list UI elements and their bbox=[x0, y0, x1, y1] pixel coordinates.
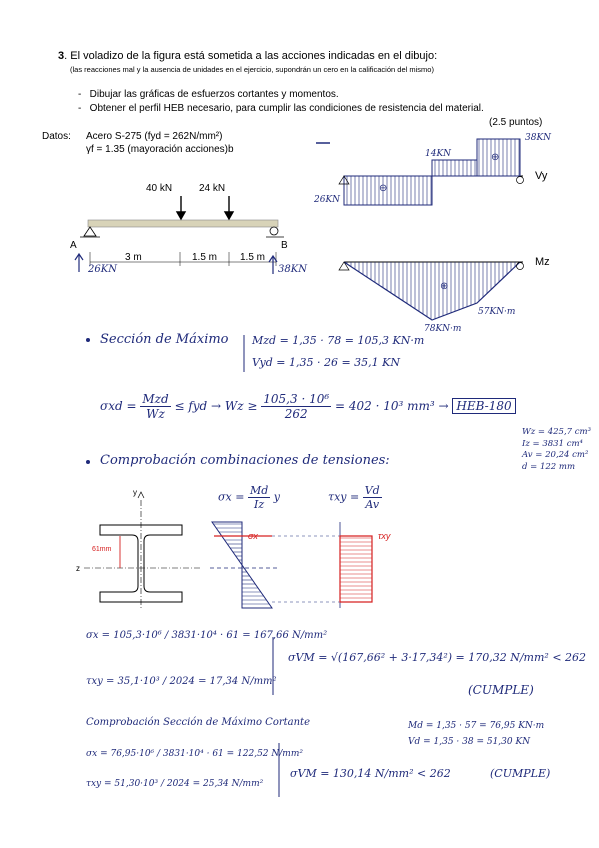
dimension-61: 61mm bbox=[92, 546, 112, 553]
roller-support-b bbox=[270, 227, 278, 235]
load-label-24: 24 kN bbox=[199, 183, 226, 194]
shear-value-right: 38KN bbox=[525, 133, 552, 143]
check2-tau: τxy = 51,30·10³ / 2024 = 25,34 N/mm² bbox=[86, 779, 264, 789]
support-label-a: A bbox=[70, 240, 77, 251]
grading-note: (las reacciones mal y la ausencia de unidades en el ejercicio, supondrán un cero en la calificación del mismo) bbox=[70, 65, 434, 74]
check2-moment: Md = 1,35 · 57 = 76,95 KN·m bbox=[408, 721, 545, 731]
check1-verdict: (CUMPLE) bbox=[468, 683, 534, 697]
load-arrow-40 bbox=[177, 196, 185, 219]
pin-support-a bbox=[84, 227, 96, 236]
moment-second-value: 57KN·m bbox=[478, 307, 516, 317]
datos-label: Datos: bbox=[42, 131, 71, 142]
reaction-label-a: 26KN bbox=[88, 264, 117, 275]
check1-von-mises: σVM = √(167,66² + 3·17,34²) = 170,32 N/mm² < 262 bbox=[288, 651, 587, 664]
sigma-tag: σx bbox=[248, 531, 258, 541]
moment-sign: ⊕ bbox=[440, 281, 449, 292]
check2-verdict: (CUMPLE) bbox=[490, 767, 551, 780]
tau-tag: τxy bbox=[378, 531, 391, 541]
shear-axis-label: Vy bbox=[535, 170, 548, 182]
design-shear: Vyd = 1,35 · 26 = 35,1 KN bbox=[252, 356, 400, 369]
check1-tau: τxy = 35,1·10³ / 2024 = 17,34 N/mm² bbox=[86, 676, 277, 687]
design-equation: σxd = $\frac{\text{Mzd}}{Wz}$ ≤ fyd → Wz ≥ $\frac{\text{105,3 · 10⁶}}{262}$ = 402 · 10³ mm³ → HEB-180 bbox=[100, 392, 516, 421]
task-2: - Obtener el perfil HEB necesario, para cumplir las condiciones de resistencia del material. bbox=[78, 103, 484, 114]
problem-number: 3 bbox=[58, 50, 65, 62]
span-label-3: 1.5 m bbox=[240, 252, 266, 263]
check2-title: Comprobación Sección de Máximo Cortante bbox=[86, 717, 310, 728]
task-1: - Dibujar las gráficas de esfuerzos cortantes y momentos. bbox=[78, 89, 339, 100]
load-label-40: 40 kN bbox=[146, 183, 173, 194]
points: (2.5 puntos) bbox=[489, 117, 543, 128]
check2-shear: Vd = 1,35 · 38 = 51,30 KN bbox=[408, 737, 531, 747]
reaction-label-b: 38KN bbox=[278, 264, 307, 275]
check2-sigma: σx = 76,95·10⁶ / 3831·10⁴ · 61 = 122,52 N/mm² bbox=[86, 749, 303, 759]
moment-axis-label: Mz bbox=[535, 256, 550, 268]
bullet-2 bbox=[86, 460, 90, 464]
problem-statement: 3. El voladizo de la figura está sometida a las acciones indicadas en el dibujo: bbox=[58, 50, 438, 62]
reaction-arrow-a bbox=[75, 254, 83, 272]
shear-sign-positive: ⊕ bbox=[491, 152, 500, 163]
statement-text: El voladizo de la figura está sometida a las acciones indicadas en el dibujo: bbox=[70, 50, 438, 62]
load-arrow-24 bbox=[225, 196, 233, 219]
moment-max-value: 78KN·m bbox=[424, 324, 462, 334]
shear-sign-negative: ⊖ bbox=[379, 183, 388, 194]
sigma-diagram bbox=[212, 522, 272, 608]
datos-line2: γf = 1.35 (mayoración acciones)b bbox=[86, 144, 234, 155]
shear-value-left: 26KN bbox=[314, 195, 341, 205]
span-label-2: 1.5 m bbox=[192, 252, 218, 263]
combination-title: Comprobación combinaciones de tensiones: bbox=[100, 453, 390, 468]
section-z-axis: z bbox=[76, 564, 80, 573]
support-label-b: B bbox=[281, 240, 288, 251]
datos-line1: Acero S-275 (fyd = 262N/mm²) bbox=[86, 131, 223, 142]
tau-formula: τxy = $\frac{Vd}{Av}$ bbox=[328, 484, 380, 511]
span-label-1: 3 m bbox=[125, 252, 142, 263]
shear-value-mid: 14KN bbox=[425, 149, 452, 159]
section-y-axis: y bbox=[133, 488, 137, 497]
beam bbox=[88, 220, 278, 227]
profile-properties: Wz = 425,7 cm³ Iz = 3831 cm⁴ Av = 20,24 cm² d = 122 mm bbox=[522, 427, 592, 472]
profile-result: HEB-180 bbox=[452, 398, 515, 414]
check1-sigma: σx = 105,3·10⁶ / 3831·10⁴ · 61 = 167,66 N/mm² bbox=[86, 630, 328, 641]
sigma-formula: σx = $\frac{Md}{Iz}$ y bbox=[218, 484, 280, 511]
section-max-title: Sección de Máximo bbox=[100, 332, 229, 347]
bullet-1 bbox=[86, 338, 90, 342]
check2-von-mises: σVM = 130,14 N/mm² < 262 bbox=[290, 767, 451, 780]
design-moment: Mzd = 1,35 · 78 = 105,3 KN·m bbox=[252, 334, 425, 347]
